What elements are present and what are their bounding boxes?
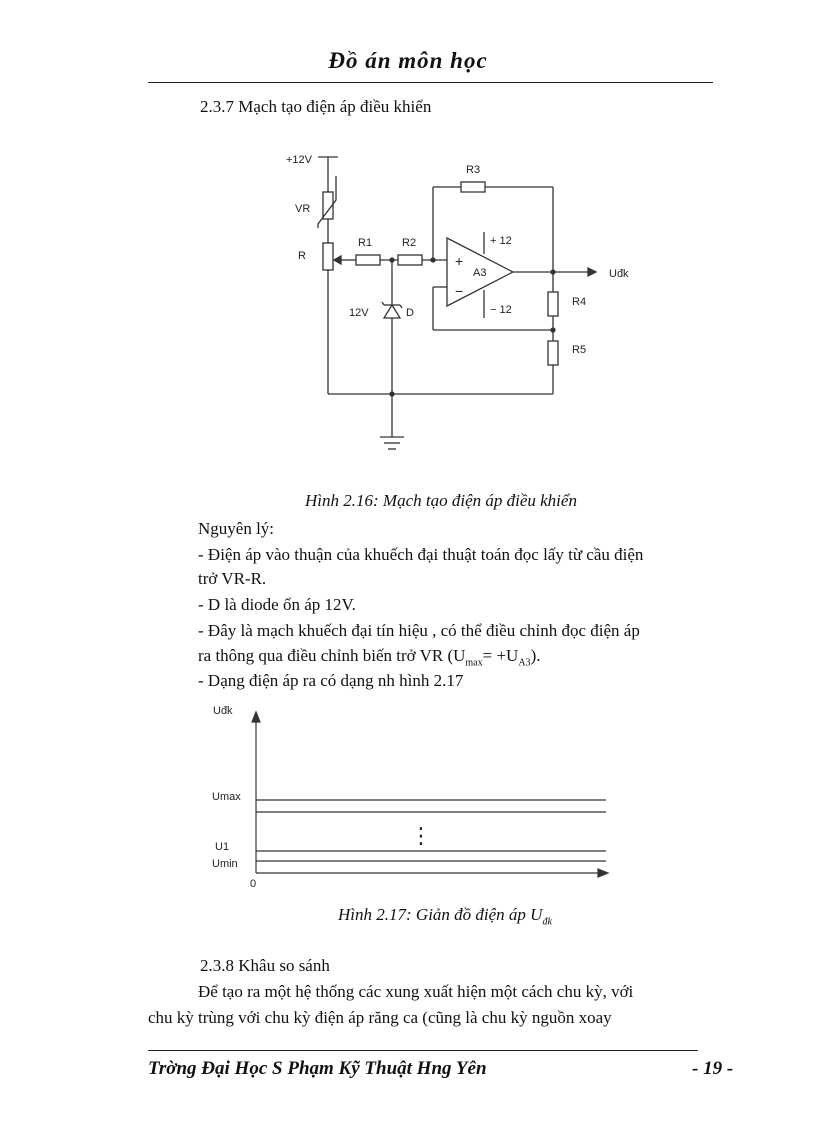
u1-label: U1 <box>215 841 230 853</box>
principle-line-4: - Đây là mạch khuếch đại tín hiệu , có thể điều chỉnh đọc điện áp <box>198 621 640 640</box>
footer-divider <box>148 1050 698 1051</box>
section-238-line-2: chu kỳ trùng với chu kỳ điện áp răng ca (cũng là chu kỳ nguồn xoay <box>148 1008 612 1027</box>
y-axis-arrow <box>252 712 260 722</box>
zener-voltage-label: 12V <box>349 307 369 319</box>
opamp-vminus-label: − 12 <box>490 304 512 316</box>
footer-institution: Trờng Đại Học S Phạm Kỹ Thuật Hng Yên <box>148 1058 487 1079</box>
r3-label: R3 <box>466 164 481 176</box>
r4-label: R4 <box>572 296 587 308</box>
principle-line-6: - Dạng điện áp ra có dạng nh hình 2.17 <box>198 671 464 690</box>
graph-y-label: Uđk <box>213 705 233 717</box>
section-237-title: 2.3.7 Mạch tạo điện áp điều khiển <box>200 97 432 116</box>
figure-216-caption: Hình 2.16: Mạch tạo điện áp điều khiển <box>305 491 577 510</box>
section-238-title: 2.3.8 Khâu so sánh <box>200 956 330 975</box>
r5-label: R5 <box>572 344 587 356</box>
opamp-plus-sign: + <box>455 253 464 269</box>
fig217-caption-text: Hình 2.17: Giản đồ điện áp U <box>338 905 543 924</box>
umax-subscript: max <box>465 657 483 669</box>
principle-heading: Nguyên lý: <box>198 519 275 538</box>
line5-text-c: ). <box>530 646 541 665</box>
line5-text-a: ra thông qua điều chỉnh biến trở VR (U <box>198 646 466 665</box>
vr-label: VR <box>295 203 311 215</box>
r2-label: R2 <box>402 237 417 249</box>
origin-label: 0 <box>250 878 257 890</box>
r1-label: R1 <box>358 237 373 249</box>
ellipsis-dots: ⋮ <box>410 823 432 848</box>
section-238-line-1: Để tạo ra một hệ thống các xung xuất hiện một cách chu kỳ, với <box>198 982 634 1001</box>
opamp-vplus-label: + 12 <box>490 235 512 247</box>
principle-line-3: - D là diode ổn áp 12V. <box>198 595 356 614</box>
opamp-minus-sign: − <box>455 283 464 299</box>
diode-label: D <box>406 307 414 319</box>
x-axis-arrow <box>598 869 608 877</box>
figure-217-caption <box>338 905 552 927</box>
page-number: - 19 - <box>692 1058 734 1079</box>
r-label: R <box>298 250 306 262</box>
ua3-subscript: A3 <box>518 657 531 669</box>
principle-line-2: trở VR-R. <box>198 569 267 588</box>
umax-label: Umax <box>212 791 241 803</box>
principle-line-1: - Điện áp vào thuận của khuếch đại thuật toán đọc lấy từ cầu điện <box>198 545 644 564</box>
line5-text-b: = +U <box>482 646 519 665</box>
page-header-title: Đồ án môn học <box>328 48 488 73</box>
output-label: Uđk <box>609 268 629 280</box>
fig217-caption-sub: đk <box>542 916 552 928</box>
opamp-label: A3 <box>473 267 487 279</box>
umin-label: Umin <box>212 858 238 870</box>
supply-label: +12V <box>286 154 312 166</box>
